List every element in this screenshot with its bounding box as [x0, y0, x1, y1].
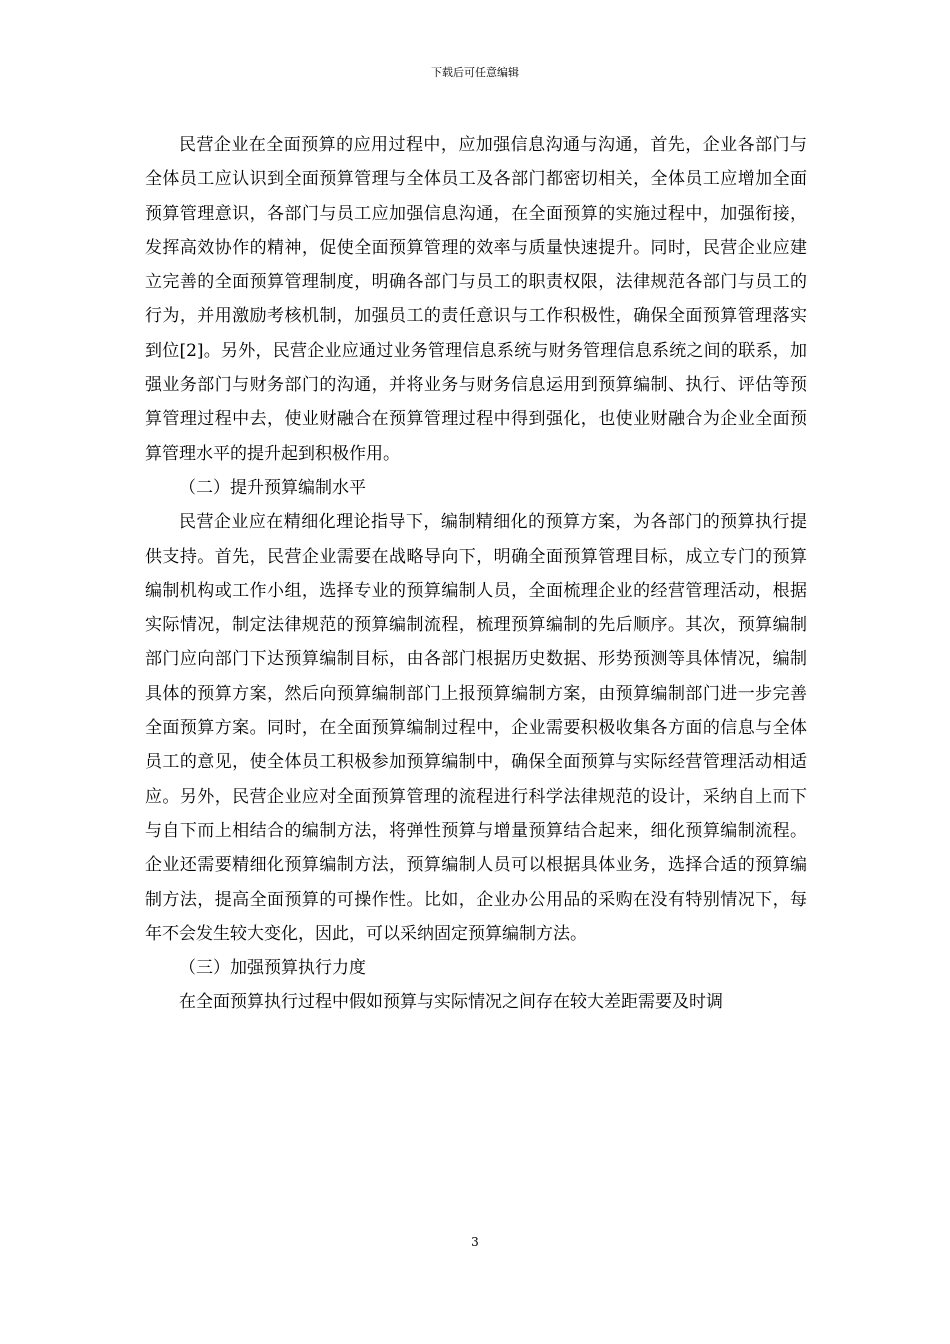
paragraph-budget-preparation: 民营企业应在精细化理论指导下，编制精细化的预算方案，为各部门的预算执行提供支持。首先，民营企业需要在战略导向下，明确全面预算管理目标，成立专门的预算编制机构或工作小组，选择专业的预算编制人员，全面梳理企业的经营管理活动，根据实际情况，制定法律规范的预算编制流程，梳理预算编制的先后顺序。其次，预算编制部门应向部门下达预算编制目标，由各部门根据历史数据、形势预测等具体情况，编制具体的预算方案，然后向预算编制部门上报预算编制方案，由预算编制部门进一步完善全面预算方案。同时，在全面预算编制过程中，企业需要积极收集各方面的信息与全体员工的意见，使全体员工积极参加预算编制中，确保全面预算与实际经营管理活动相适应。另外，民营企业应对全面预算管理的流程进行科学法律规范的设计，采纳自上而下与自下而上相结合的编制方法，将弹性预算与增量预算结合起来，细化预算编制流程。企业还需要精细化预算编制方法，预算编制人员可以根据具体业务，选择合适的预算编制方法，提高全面预算的可操作性。比如，企业办公用品的采购在没有特别情况下，每年不会发生较大变化，因此，可以采纳固定预算编制方法。: [145, 512, 807, 944]
paragraph-budget-execution: 在全面预算执行过程中假如预算与实际情况之间存在较大差距需要及时调: [179, 992, 723, 1013]
paragraph-communication: 民营企业在全面预算的应用过程中，应加强信息沟通与沟通，首先，企业各部门与全体员工应认识到全面预算管理与全体员工及各部门都密切相关，全体员工应增加全面预算管理意识，各部门与员工应加强信息沟通，在全面预算的实施过程中，加强衔接，发挥高效协作的精神，促使全面预算管理的效率与质量快速提升。同时，民营企业应建立完善的全面预算管理制度，明确各部门与员工的职责权限，法律规范各部门与员工的行为，并用激励考核机制，加强员工的责任意识与工作积极性，确保全面预算管理落实到位[2]。另外，民营企业应通过业务管理信息系统与财务管理信息系统之间的联系，加强业务部门与财务部门的沟通，并将业务与财务信息运用到预算编制、执行、评估等预算管理过程中去，使业财融合在预算管理过程中得到强化，也使业财融合为企业全面预算管理水平的提升起到积极作用。: [145, 135, 807, 464]
document-body: [145, 128, 807, 1020]
page-number: 3: [471, 1235, 479, 1249]
section-heading-budget-preparation: （二）提升预算编制水平: [179, 477, 366, 498]
section-heading-budget-execution: （三）加强预算执行力度: [179, 958, 366, 979]
page-header: 下载后可任意编辑: [431, 66, 519, 79]
